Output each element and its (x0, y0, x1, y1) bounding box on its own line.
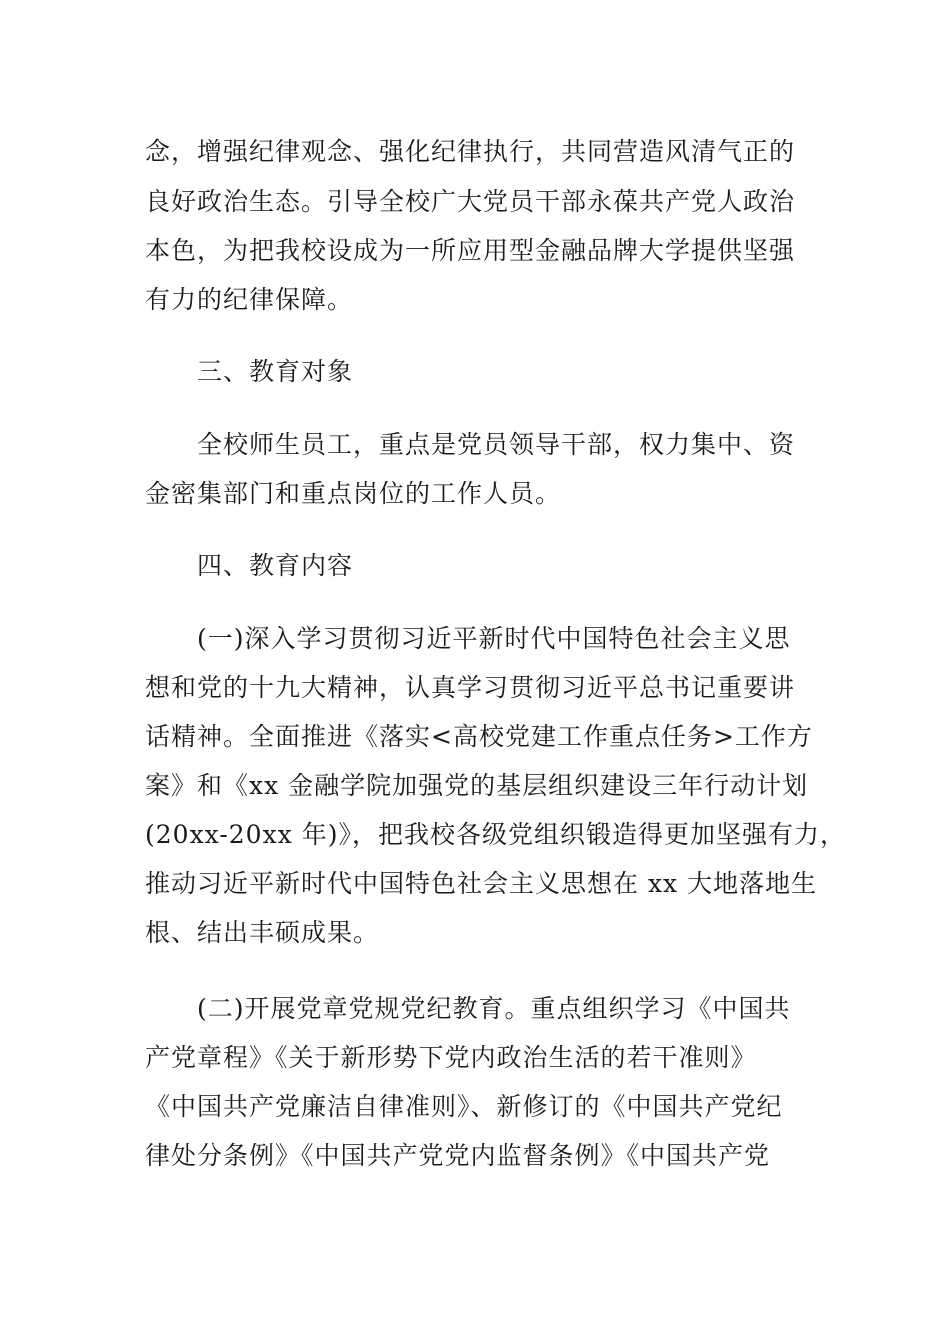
text-line: 《中国共产党廉洁自律准则》、新修订的《中国共产党纪 (145, 1092, 783, 1121)
section-heading: 四、教育内容 (197, 551, 354, 580)
text-line: 产党章程》《关于新形势下党内政治生活的若干准则》 (145, 1043, 757, 1072)
text-line: 有力的纪律保障。 (145, 285, 354, 314)
text-line: 本色，为把我校设成为一所应用型金融品牌大学提供坚强 (145, 236, 796, 265)
text-line: (20xx-20xx 年)》，把我校各级党组织锻造得更加坚强有力， (145, 820, 846, 849)
text-line: 案》和《xx 金融学院加强党的基层组织建设三年行动计划 (145, 771, 809, 800)
text-line: 想和党的十九大精神，认真学习贯彻习近平总书记重要讲 (145, 673, 796, 702)
text-line: 推动习近平新时代中国特色社会主义思想在 xx 大地落地生 (145, 869, 818, 898)
text-line: (二)开展党章党规党纪教育。重点组织学习《中国共 (197, 994, 791, 1023)
text-line: 话精神。全面推进《落实<高校党建工作重点任务>工作方 (145, 722, 813, 751)
text-line: 根、结出丰硕成果。 (145, 918, 380, 947)
text-line: (一)深入学习贯彻习近平新时代中国特色社会主义思 (197, 624, 791, 653)
text-line: 全校师生员工，重点是党员领导干部，权力集中、资 (197, 430, 796, 459)
text-line: 念，增强纪律观念、强化纪律执行，共同营造风清气正的 (145, 137, 796, 166)
text-line: 律处分条例》《中国共产党党内监督条例》《中国共产党 (145, 1141, 771, 1170)
text-line: 良好政治生态。引导全校广大党员干部永葆共产党人政治 (145, 187, 796, 216)
section-heading: 三、教育对象 (197, 357, 354, 386)
text-line: 金密集部门和重点岗位的工作人员。 (145, 479, 562, 508)
